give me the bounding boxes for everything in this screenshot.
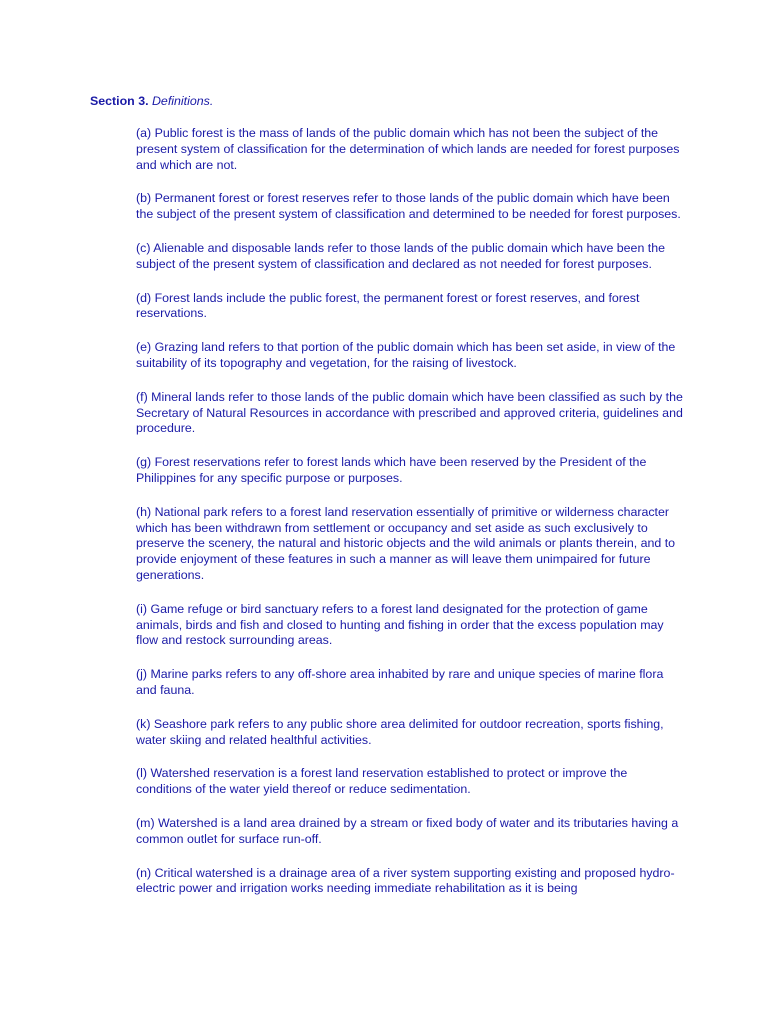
definition-e: (e) Grazing land refers to that portion of the public domain which has been set aside, in view of the suitability of its topography and vegetation, for the raising of livestock. [136, 340, 676, 370]
definition-d: (d) Forest lands include the public forest, the permanent forest or forest reserves, and forest reservations. [136, 290, 640, 321]
definition-a: (a) Public forest is the mass of lands of the public domain which has not been the subject of the present system of classification for the determination of which lands are needed for forest purposes and which are not. [136, 126, 680, 172]
definition-h: (h) National park refers to a forest land reservation essentially of primitive or wilderness character which has been withdrawn from settlement or occupancy and set aside as such exclusively to preserve the scenery, the natural and historic objects and the wild animals or plants therein, and to provide enjoyment of these features in such a manner as will leave them unimpaired for future generations. [136, 504, 676, 582]
definition-g: (g) Forest reservations refer to forest lands which have been reserved by the President of the Philippines for any specific purpose or purposes. [136, 455, 647, 485]
section-title: Definitions. [151, 94, 214, 108]
definition-j: (j) Marine parks refers to any off-shore area inhabited by rare and unique species of marine flora and fauna. [136, 667, 664, 697]
definition-c: (c) Alienable and disposable lands refer to those lands of the public domain which have been the subject of the present system of classification and declared as not needed for forest purposes. [136, 240, 666, 271]
definition-n: (n) Critical watershed is a drainage area of a river system supporting existing and proposed hydro-electric power and irrigation works needing immediate rehabilitation as it is being [136, 865, 675, 896]
definition-k: (k) Seashore park refers to any public shore area delimited for outdoor recreation, sports fishing, water skiing and related healthful activities. [136, 716, 664, 747]
definition-f: (f) Mineral lands refer to those lands of the public domain which have been classified as such by the Secretary of Natural Resources in accordance with prescribed and approved criteria, guidelines and procedure. [136, 389, 683, 436]
definition-b: (b) Permanent forest or forest reserves refer to those lands of the public domain which have been the subject of the present system of classification and determined to be needed for forest purposes. [136, 191, 681, 222]
definitions-list [136, 126, 684, 915]
definition-m: (m) Watershed is a land area drained by a stream or fixed body of water and its tributaries having a common outlet for surface run-off. [136, 815, 679, 846]
section-heading [90, 93, 213, 109]
definition-l: (l) Watershed reservation is a forest land reservation established to protect or improve the conditions of the water yield thereof or reduce sedimentation. [136, 766, 628, 797]
section-number: Section 3. [90, 94, 149, 108]
definition-i: (i) Game refuge or bird sanctuary refers to a forest land designated for the protection of game animals, birds and fish and closed to hunting and fishing in order that the excess population may flow and restock surrounding areas. [136, 601, 664, 648]
